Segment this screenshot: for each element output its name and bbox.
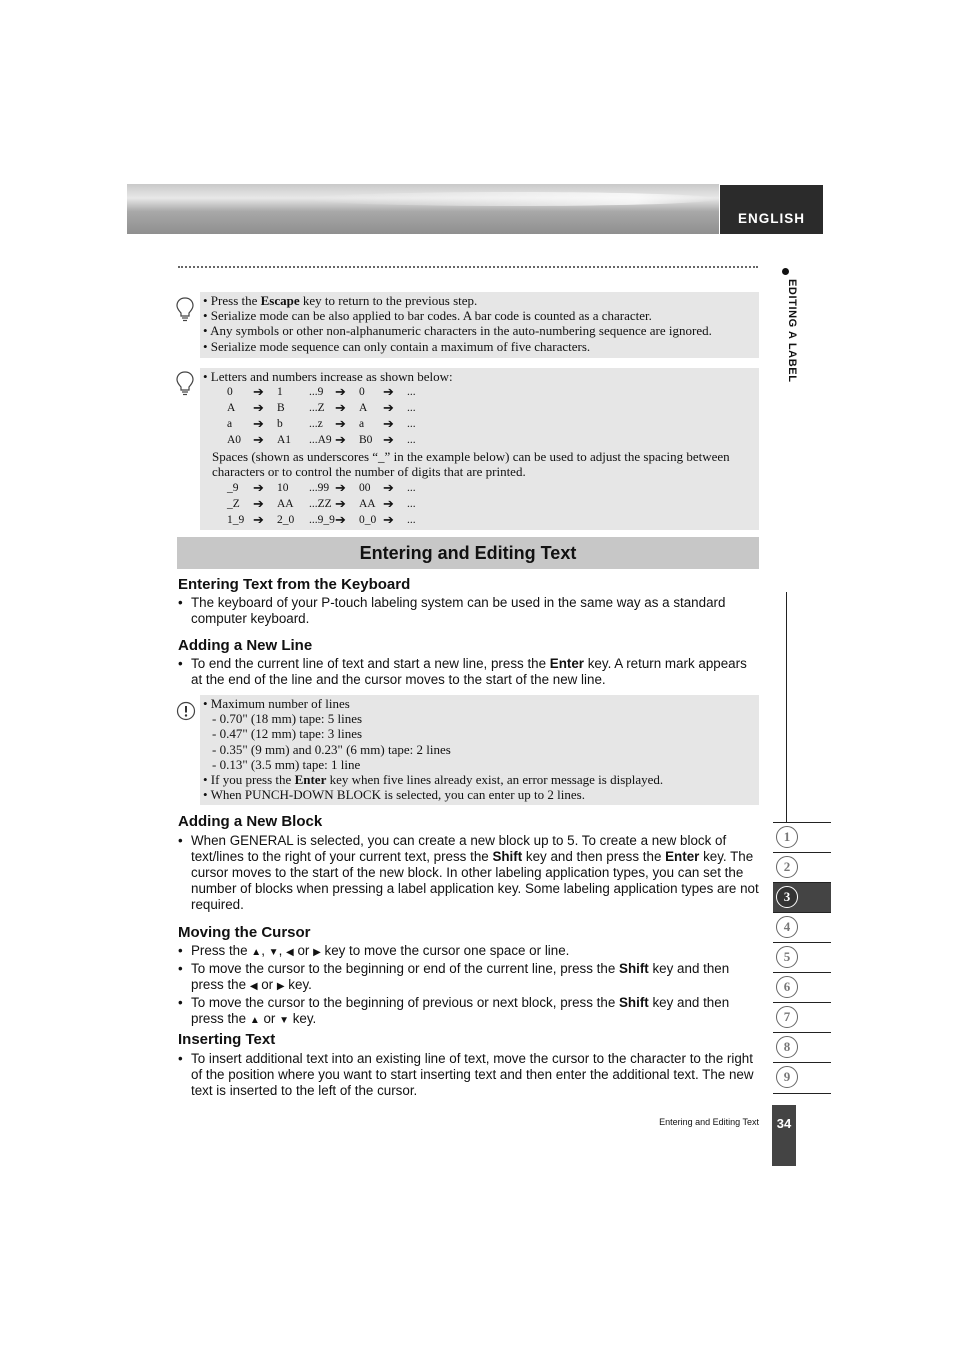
heading-new-block: Adding a New Block — [178, 813, 323, 830]
body-new-block — [178, 833, 760, 913]
bullet-item: • When GENERAL is selected, you can create a new block up to 5. To create a new block of text/lines to the right of your current text, press the Shift key and then press the Enter key. The cursor moves to the start of the new block. In other labeling application types, you can set the number of blocks when pressing a label application key. Some labeling application types are not required. — [178, 833, 760, 913]
chapter-number: 4 — [776, 916, 798, 938]
sequence-row: _Z ➔ AA ...ZZ ➔ AA ➔ ... — [227, 495, 416, 511]
chapter-number: 9 — [776, 1066, 798, 1088]
sequence-row: 0 ➔ 1 ...9 ➔ 0 ➔ ... — [227, 384, 416, 400]
lightbulb-icon — [175, 296, 195, 322]
down-arrow-icon: ▼ — [268, 947, 279, 958]
chapter-tab-9[interactable] — [773, 1062, 831, 1094]
sequence-row: _9 ➔ 10 ...99 ➔ 00 ➔ ... — [227, 479, 416, 495]
language-badge: ENGLISH — [720, 185, 823, 234]
chapter-tab-8[interactable] — [773, 1032, 831, 1063]
heading-entering-text: Entering Text from the Keyboard — [178, 576, 411, 593]
bullet-item: • To insert additional text into an existing line of text, move the cursor to the character to the right of the position where you want to start inserting text and then enter the additional text. The new text is inserted to the left of the cursor. — [178, 1051, 760, 1099]
bullet-item: • The keyboard of your P-touch labeling system can be used in the same way as a standard computer keyboard. — [178, 595, 760, 627]
lightbulb-icon — [175, 370, 195, 396]
heading-moving-cursor: Moving the Cursor — [178, 924, 311, 941]
right-arrow-icon: ▶ — [313, 947, 321, 958]
note-item: • When PUNCH-DOWN BLOCK is selected, you can enter up to 2 lines. — [203, 787, 585, 803]
down-arrow-icon: ▼ — [279, 1015, 289, 1026]
side-divider-line — [786, 592, 787, 822]
chapter-number: 2 — [776, 856, 798, 878]
footer-section-title: Entering and Editing Text — [659, 1117, 759, 1127]
chapter-tab-2[interactable] — [773, 852, 831, 883]
note-item: • Any symbols or other non-alphanumeric characters in the auto-numbering sequence are ignored. — [203, 323, 712, 339]
bullet-item: • To end the current line of text and start a new line, press the Enter key. A return mark appears at the end of the line and the cursor moves to the start of the new line. — [178, 656, 760, 688]
sequence-row: A0 ➔ A1 ...A9 ➔ B0 ➔ ... — [227, 432, 416, 448]
bullet-item: • To move the cursor to the beginning or end of the current line, press the Shift key and then press the ◀ or ▶ key. — [178, 961, 760, 995]
bullet-item: • Press the ▲, ▼, ◀ or ▶ key to move the cursor one space or line. — [178, 943, 760, 961]
header-band — [127, 184, 719, 234]
side-section-label: EDITING A LABEL — [786, 279, 798, 383]
heading-new-line: Adding a New Line — [178, 637, 313, 654]
section-title: Entering and Editing Text — [177, 537, 759, 569]
sequence-table-1 — [227, 384, 416, 448]
note-item: • Maximum number of lines — [203, 696, 350, 711]
page-number: 34 — [772, 1105, 796, 1166]
sequence-table-2 — [227, 480, 416, 528]
note-item: • Press the Escape key to return to the previous step. — [203, 293, 478, 308]
note-subitem: - 0.47" (12 mm) tape: 3 lines — [212, 726, 363, 742]
note-escape-serialize — [200, 292, 759, 358]
bullet-item: • To move the cursor to the beginning of previous or next block, press the Shift key and then press the ▲ or ▼ key. — [178, 995, 760, 1029]
note-item: • If you press the Enter key when five lines already exist, an error message is displayed. — [203, 772, 664, 788]
chapter-tab-5[interactable] — [773, 942, 831, 973]
note-item: • Serialize mode sequence can only contain a maximum of five characters. — [203, 338, 591, 354]
chapter-number: 8 — [776, 1036, 798, 1058]
note-max-lines — [200, 695, 759, 805]
note-subitem: - 0.13" (3.5 mm) tape: 1 line — [212, 756, 361, 772]
side-label-bullet — [782, 268, 789, 275]
exclamation-icon — [176, 701, 196, 721]
left-arrow-icon: ◀ — [286, 947, 294, 958]
body-moving-cursor — [178, 943, 760, 1029]
note-item: • Serialize mode can be also applied to bar codes. A bar code is counted as a character. — [203, 308, 652, 324]
body-new-line — [178, 656, 760, 688]
note-subitem: - 0.70" (18 mm) tape: 5 lines — [212, 711, 363, 727]
sequence-row: A ➔ B ...Z ➔ A ➔ ... — [227, 400, 416, 416]
note-subitem: - 0.35" (9 mm) and 0.23" (6 mm) tape: 2 lines — [212, 741, 451, 757]
chapter-tab-3-active[interactable] — [773, 882, 831, 913]
chapter-number: 1 — [776, 826, 798, 848]
chapter-number: 7 — [776, 1006, 798, 1028]
heading-inserting-text: Inserting Text — [178, 1031, 276, 1048]
dotted-divider — [178, 266, 758, 268]
sequence-row: a ➔ b ...z ➔ a ➔ ... — [227, 416, 416, 432]
body-entering-text — [178, 595, 760, 627]
chapter-number: 6 — [776, 976, 798, 998]
chapter-number: 5 — [776, 946, 798, 968]
chapter-tab-6[interactable] — [773, 972, 831, 1003]
sequence-row: 1_9 ➔ 2_0 ...9_9 ➔ 0_0 ➔ ... — [227, 511, 416, 527]
chapter-tab-7[interactable] — [773, 1002, 831, 1033]
up-arrow-icon: ▲ — [251, 947, 262, 958]
left-arrow-icon: ◀ — [249, 981, 258, 992]
up-arrow-icon: ▲ — [249, 1015, 260, 1026]
chapter-number: 3 — [776, 886, 798, 908]
right-arrow-icon: ▶ — [276, 981, 285, 992]
chapter-tab-1[interactable] — [773, 822, 831, 853]
note-sequence-examples — [200, 368, 759, 530]
note-item: • Letters and numbers increase as shown below: — [203, 369, 453, 384]
body-inserting-text — [178, 1051, 760, 1099]
spaces-explanation: Spaces (shown as underscores “_” in the example below) can be used to adjust the spacing between characters or to control the number of digits that are printed. — [212, 449, 730, 480]
chapter-tab-4[interactable] — [773, 912, 831, 943]
